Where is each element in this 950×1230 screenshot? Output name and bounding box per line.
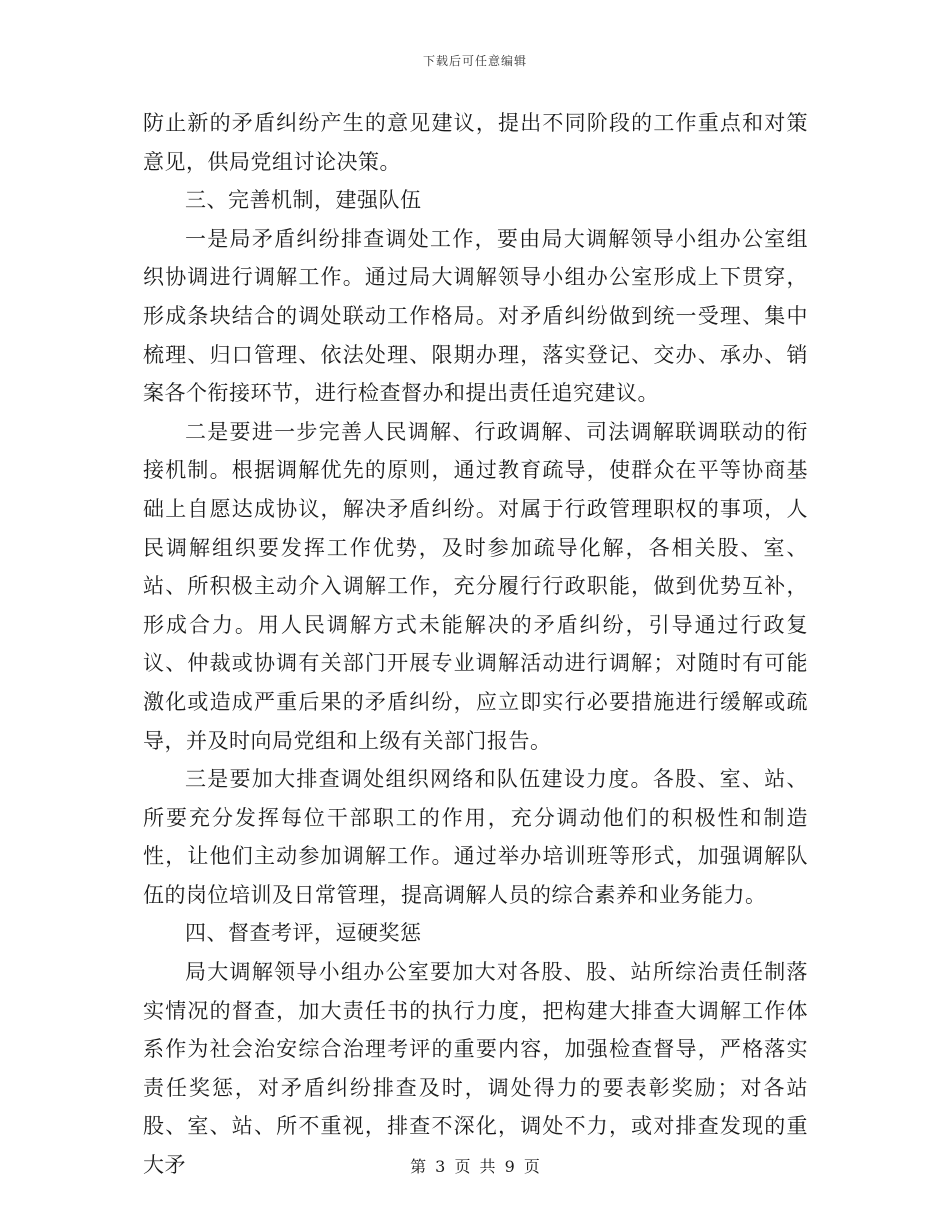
paragraph-5: 局大调解领导小组办公室要加大对各股、股、站所综治责任制落实情况的督查，加大责任书的执行力度，把构建大排查大调解工作体系作为社会治安综合治理考评的重要内容，加强检查督导，严格落实责任奖惩，对矛盾纠纷排查及时，调处得力的要表彰奖励；对各站股、室、站、所不重视，排查不深化，调处不力，或对排查发现的重大矛 — [143, 960, 808, 1178]
page-number: 第 3 页 共 9 页 — [410, 1157, 540, 1176]
paragraph-4: 三是要加大排查调处组织网络和队伍建设力度。各股、室、站、所要充分发挥每位干部职工的作用，充分调动他们的积极性和制造性，让他们主动参加调解工作。通过举办培训班等形式，加强调解队伍的岗位培训及日常管理，提高调解人员的综合素养和业务能力。 — [143, 767, 808, 907]
paragraph-1: 防止新的矛盾纠纷产生的意见建议，提出不同阶段的工作重点和对策意见，供局党组讨论决策。 — [143, 111, 808, 174]
document-body — [143, 104, 808, 1185]
page-header: 下载后可任意编辑 — [422, 54, 527, 68]
section-heading-3: 三、完善机制，建强队伍 — [185, 188, 422, 213]
paragraph-2: 一是局矛盾纠纷排查调处工作，要由局大调解领导小组办公室组织协调进行调解工作。通过局大调解领导小组办公室形成上下贯穿，形成条块结合的调处联动工作格局。对矛盾纠纷做到统一受理、集中梳理、归口管理、依法处理、限期办理，落实登记、交办、承办、销案各个衔接环节，进行检查督办和提出责任追究建议。 — [143, 226, 808, 406]
section-heading-4: 四、督查考评，逗硬奖惩 — [185, 921, 422, 946]
paragraph-3: 二是要进一步完善人民调解、行政调解、司法调解联调联动的衔接机制。根据调解优先的原则，通过教育疏导，使群众在平等协商基础上自愿达成协议，解决矛盾纠纷。对属于行政管理职权的事项，人民调解组织要发挥工作优势，及时参加疏导化解，各相关股、室、站、所积极主动介入调解工作，充分履行行政职能，做到优势互补，形成合力。用人民调解方式未能解决的矛盾纠纷，引导通过行政复议、仲裁或协调有关部门开展专业调解活动进行调解；对随时有可能激化或造成严重后果的矛盾纠纷，应立即实行必要措施进行缓解或疏导，并及时向局党组和上级有关部门报告。 — [143, 419, 808, 753]
